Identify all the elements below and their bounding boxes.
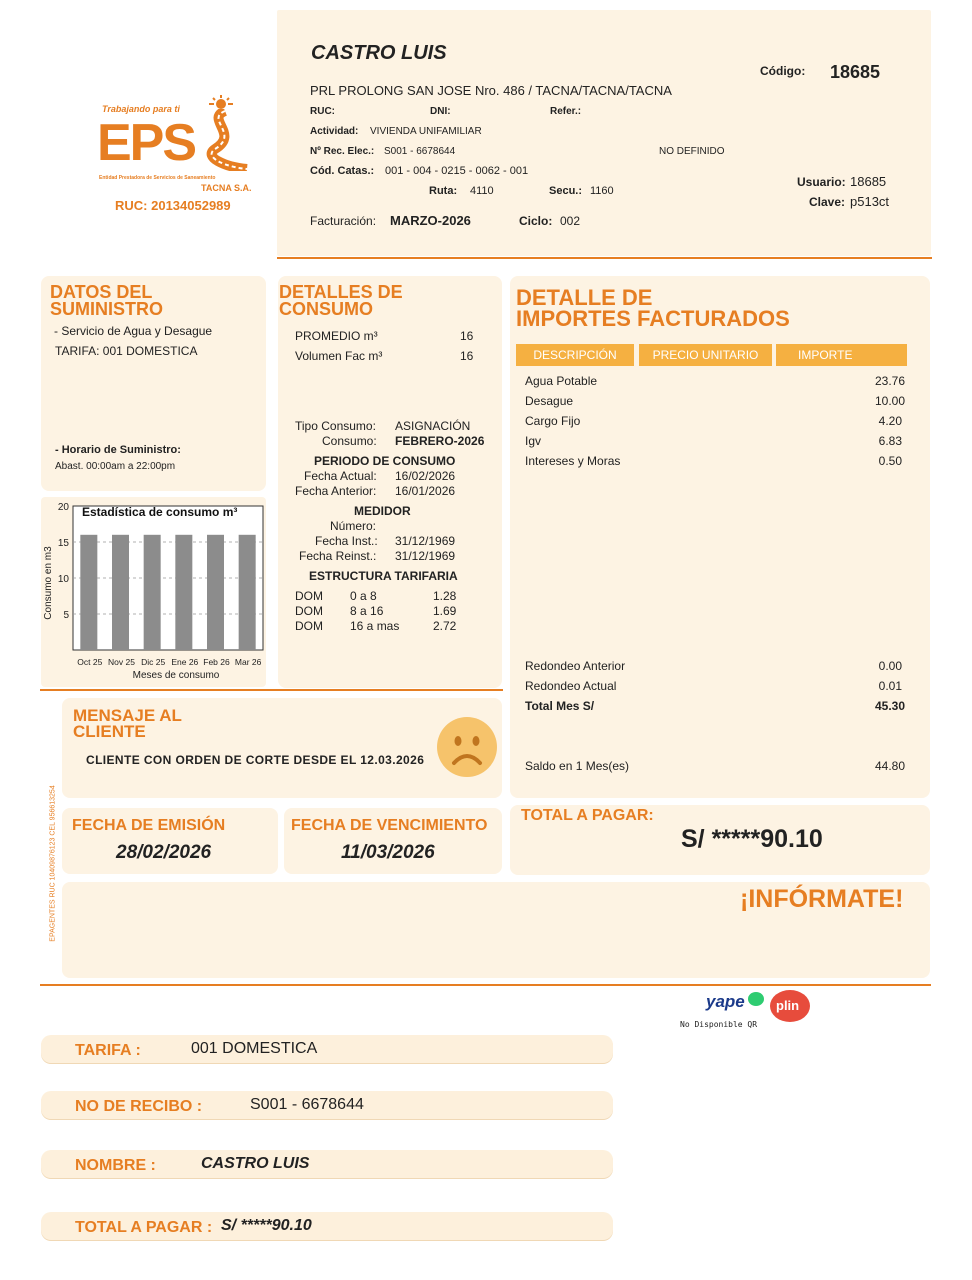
stub-total-value: S/ *****90.10: [221, 1217, 312, 1234]
importe-desc: Igv: [525, 434, 542, 448]
cod-catas-label: Cód. Catas.:: [310, 165, 375, 177]
y-tick-label: 10: [57, 574, 69, 585]
yape-logo: [706, 992, 764, 1016]
tipo-consumo-label: Tipo Consumo:: [295, 419, 376, 433]
no-definido: NO DEFINIDO: [659, 146, 725, 157]
dni-label: DNI:: [430, 106, 451, 117]
consumption-chart: [41, 497, 267, 689]
fecha-anterior-value: 16/01/2026: [395, 484, 456, 498]
tarifa-text: TARIFA: 001 DOMESTICA: [55, 344, 198, 358]
clave-value: p513ct: [850, 194, 890, 209]
servicio-text: - Servicio de Agua y Desague: [54, 324, 213, 338]
fecha-reinst-label: Fecha Reinst.:: [299, 549, 377, 563]
consumo-mes-label: Consumo:: [322, 434, 377, 448]
ruta-label: Ruta:: [429, 185, 458, 197]
importe-desc: Cargo Fijo: [525, 414, 581, 428]
redondeo-anterior-label: Redondeo Anterior: [525, 659, 626, 673]
numero-label: Número:: [330, 519, 377, 533]
col-header-importe: IMPORTE: [776, 344, 907, 366]
chart-bar: [207, 535, 224, 650]
stub-nombre-label: NOMBRE :: [75, 1157, 156, 1174]
ciclo-label: Ciclo:: [519, 214, 553, 228]
estructura-price: 1.69: [433, 604, 457, 618]
client-address: PRL PROLONG SAN JOSE Nro. 486 / TACNA/TACNA/TACNA: [310, 83, 672, 98]
fecha-reinst-value: 31/12/1969: [395, 549, 456, 563]
periodo-title: PERIODO DE CONSUMO: [314, 454, 456, 468]
mensaje-text: CLIENTE CON ORDEN DE CORTE DESDE EL 12.03.2026: [86, 753, 425, 767]
tipo-consumo-value: ASIGNACIÓN: [395, 419, 471, 433]
estructura-range: 8 a 16: [350, 604, 384, 618]
x-tick-label: Dic 25: [141, 657, 166, 667]
fecha-actual-label: Fecha Actual:: [304, 469, 377, 483]
y-tick-label: 20: [57, 502, 69, 513]
estructura-price: 2.72: [433, 619, 457, 633]
actividad-value: VIVIENDA UNIFAMILIAR: [370, 126, 482, 137]
vencimiento-label: FECHA DE VENCIMIENTO: [291, 817, 488, 834]
x-tick-label: Ene 26: [171, 657, 199, 667]
chart-bar: [144, 535, 161, 650]
importe-desc: Intereses y Moras: [525, 454, 621, 468]
suministro-title: [50, 284, 163, 318]
estructura-price: 1.28: [433, 589, 457, 603]
clave-label: Clave:: [809, 195, 846, 209]
logo-tagline: Trabajando para ti: [102, 104, 180, 114]
actividad-label: Actividad:: [310, 126, 359, 137]
chart-bar: [239, 535, 256, 650]
saldo-label: Saldo en 1 Mes(es): [525, 759, 630, 773]
promedio-label: PROMEDIO m³: [295, 329, 378, 343]
promedio-value: 16: [460, 329, 474, 343]
yape-text: yape: [706, 992, 745, 1011]
importe-amount: 0.50: [878, 454, 902, 468]
rec-elec-value: S001 - 6678644: [384, 146, 456, 157]
x-tick-label: Nov 25: [108, 657, 135, 667]
col-header-descripcion: DESCRIPCIÓN: [516, 344, 634, 366]
stub-nombre-value: CASTRO LUIS: [201, 1155, 310, 1172]
medidor-title: MEDIDOR: [354, 504, 411, 518]
estructura-title: ESTRUCTURA TARIFARIA: [309, 569, 458, 583]
stub-tarifa: [41, 1035, 613, 1063]
codigo-value: 18685: [830, 62, 881, 82]
chart-bar: [175, 535, 192, 650]
bottom-divider: [40, 984, 931, 986]
chart-xlabel: Meses de consumo: [132, 670, 220, 681]
importe-desc: Agua Potable: [525, 374, 598, 388]
ruc-label: RUC:: [310, 106, 335, 117]
emision-value: 28/02/2026: [116, 842, 212, 863]
stub-recibo-value: S001 - 6678644: [250, 1096, 364, 1113]
fecha-anterior-label: Fecha Anterior:: [295, 484, 377, 498]
plin-text: plin: [776, 998, 800, 1013]
importes-title-line2: IMPORTES FACTURADOS: [516, 305, 790, 331]
yape-bubble-icon: [748, 992, 764, 1006]
fecha-inst-label: Fecha Inst.:: [315, 534, 378, 548]
mensaje-title-line2: CLIENTE: [73, 722, 146, 742]
cod-catas-value: 001 - 004 - 0215 - 0062 - 001: [385, 165, 529, 177]
volumen-value: 16: [460, 349, 474, 363]
total-value: S/ *****90.10: [681, 825, 823, 853]
chart-title: Estadística de consumo m³: [82, 505, 238, 519]
x-tick-label: Oct 25: [77, 657, 103, 667]
ciclo-value: 002: [560, 214, 581, 228]
redondeo-actual-label: Redondeo Actual: [525, 679, 617, 693]
total-mes-label: Total Mes S/: [525, 699, 595, 713]
estructura-class: DOM: [295, 619, 323, 633]
importes-title: [516, 285, 790, 331]
eps-logo: [95, 95, 260, 220]
suministro-title-line2: SUMINISTRO: [50, 299, 164, 320]
stub-recibo: [41, 1091, 613, 1119]
total-label: TOTAL A PAGAR:: [521, 807, 654, 824]
importe-amount: 23.76: [874, 374, 905, 388]
mensaje-title-line1: MENSAJE AL: [73, 706, 182, 725]
x-tick-label: Feb 26: [203, 657, 230, 667]
saldo-value: 44.80: [874, 759, 905, 773]
importes-title-line1: DETALLE DE: [516, 285, 653, 310]
logo-letters: EPS: [97, 114, 196, 172]
secu-label: Secu.:: [549, 185, 583, 197]
importe-desc: Desague: [525, 394, 574, 408]
logo-ruc: RUC: 20134052989: [115, 198, 231, 213]
informate-title: ¡INFÓRMATE!: [740, 885, 904, 913]
logo-city: TACNA S.A.: [201, 183, 252, 193]
estructura-range: 16 a mas: [350, 619, 400, 633]
header-divider: [277, 257, 932, 259]
secu-value: 1160: [590, 185, 614, 197]
codigo-label: Código:: [760, 64, 806, 78]
middle-divider: [40, 689, 503, 691]
importe-amount: 10.00: [874, 394, 905, 408]
refer-label: Refer.:: [550, 106, 582, 117]
redondeo-actual-value: 0.01: [878, 679, 902, 693]
mensaje-title: [73, 708, 182, 740]
logo-subtitle: Entidad Prestadora de Servicios de Saneamiento: [99, 175, 216, 181]
side-print: EPAGENTES RUC 10409876123 CEL 956613254: [49, 785, 57, 942]
volumen-label: Volumen Fac m³: [295, 349, 383, 363]
sad-face-icon: [436, 716, 498, 778]
chart-bar: [112, 535, 129, 650]
suministro-title-line1: DATOS DEL: [50, 282, 153, 302]
importe-amount: 4.20: [878, 414, 902, 428]
x-tick-label: Mar 26: [234, 657, 262, 667]
estructura-class: DOM: [295, 604, 323, 618]
consumo-title: [279, 284, 403, 318]
redondeo-anterior-value: 0.00: [878, 659, 902, 673]
estructura-class: DOM: [295, 589, 323, 603]
chart-bar: [80, 535, 97, 650]
usuario-value: 18685: [850, 174, 887, 189]
qr-note: No Disponible QR: [680, 1020, 758, 1029]
fecha-inst-value: 31/12/1969: [395, 534, 456, 548]
y-tick-label: 15: [57, 538, 69, 549]
facturacion-label: Facturación:: [310, 214, 377, 228]
chart-ylabel: Consumo en m3: [43, 546, 54, 620]
fecha-actual-value: 16/02/2026: [395, 469, 456, 483]
consumo-title-line2: CONSUMO: [279, 299, 373, 320]
rec-elec-label: Nº Rec. Elec.:: [310, 146, 375, 157]
consumo-mes-value: FEBRERO-2026: [395, 434, 485, 448]
horario-label: - Horario de Suministro:: [55, 444, 181, 456]
y-tick-label: 5: [63, 610, 69, 621]
stub-tarifa-value: 001 DOMESTICA: [191, 1040, 318, 1057]
estructura-range: 0 a 8: [350, 589, 377, 603]
usuario-label: Usuario:: [797, 175, 846, 189]
client-name: CASTRO LUIS: [311, 42, 447, 64]
importe-amount: 6.83: [878, 434, 902, 448]
stub-tarifa-label: TARIFA :: [75, 1042, 141, 1059]
vencimiento-value: 11/03/2026: [341, 842, 435, 863]
total-mes-value: 45.30: [874, 699, 905, 713]
plot-area: [73, 506, 263, 650]
consumo-title-line1: DETALLES DE: [279, 282, 403, 302]
stub-recibo-label: NO DE RECIBO :: [75, 1098, 203, 1115]
ruta-value: 4110: [470, 185, 494, 197]
horario-value: Abast. 00:00am a 22:00pm: [55, 461, 176, 472]
stub-total-label: TOTAL A PAGAR :: [75, 1219, 213, 1236]
emision-label: FECHA DE EMISIÓN: [72, 817, 226, 834]
facturacion-value: MARZO-2026: [390, 213, 471, 228]
col-header-precio: PRECIO UNITARIO: [639, 344, 772, 366]
logo-road-icon: [195, 109, 255, 171]
stub-nombre: [41, 1150, 613, 1178]
plin-logo: [770, 990, 810, 1022]
stub-total: [41, 1212, 613, 1240]
